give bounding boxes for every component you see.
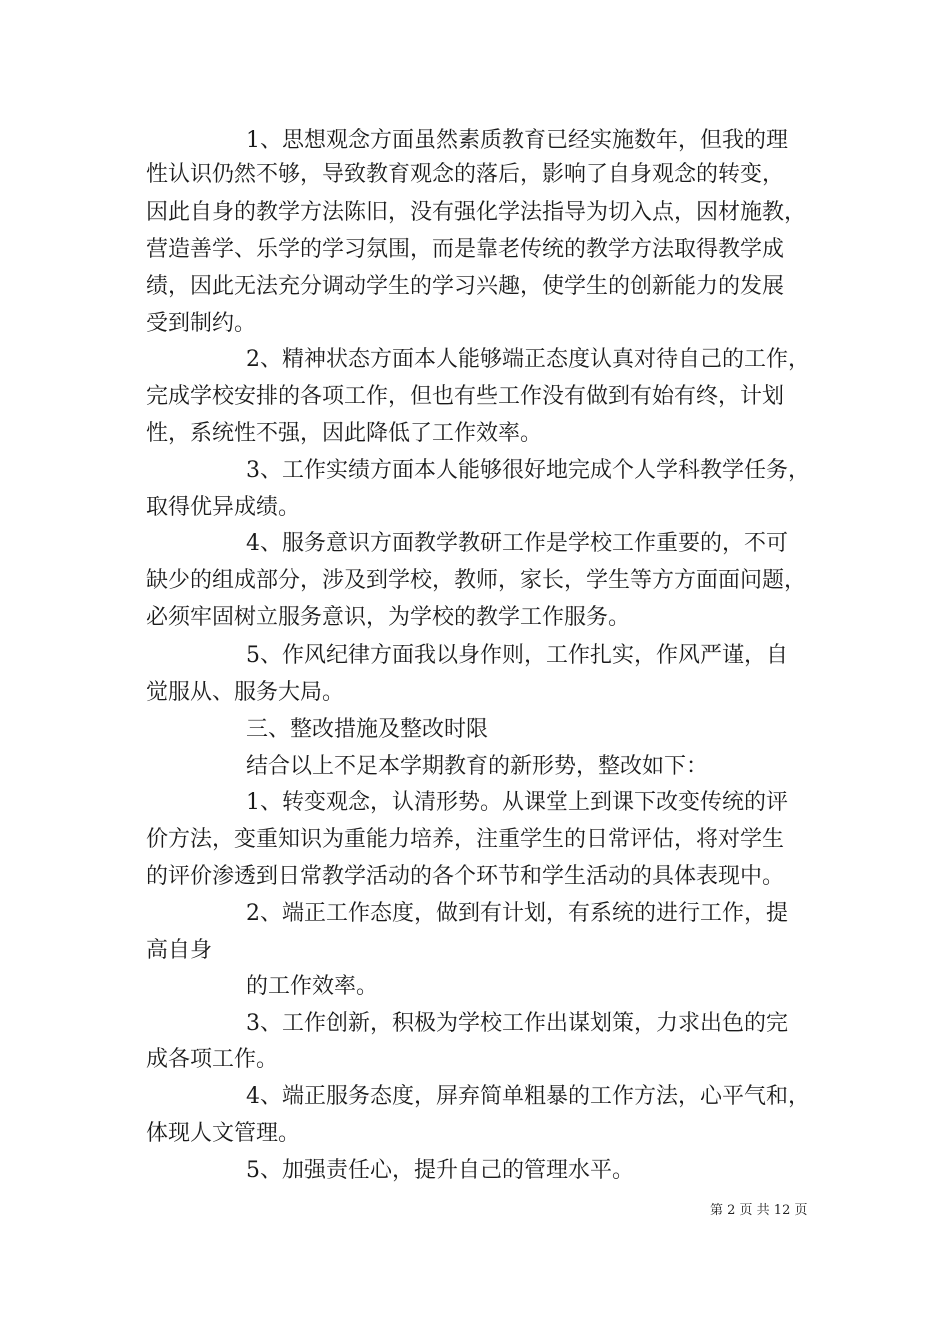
- text-line: 3、工作创新，积极为学校工作出谋划策，力求出色的完: [246, 1011, 788, 1036]
- text-line: 成各项工作。: [146, 1047, 279, 1072]
- text-line: 2、精神状态方面本人能够端正态度认真对待自己的工作，: [246, 347, 810, 372]
- text-line: 高自身: [146, 938, 213, 963]
- text-line: 5、加强责任心，提升自己的管理水平。: [246, 1158, 634, 1183]
- text-line: 完成学校安排的各项工作，但也有些工作没有做到有始有终，计划: [146, 384, 785, 409]
- text-line: 5、作风纪律方面我以身作则，工作扎实，作风严谨，自: [246, 643, 788, 668]
- text-line: 体现人文管理。: [146, 1121, 301, 1146]
- text-line: 绩，因此无法充分调动学生的学习兴趣，使学生的创新能力的发展: [146, 274, 785, 299]
- text-line: 受到制约。: [146, 311, 257, 336]
- section-heading: 三、整改措施及整改时限: [246, 717, 489, 742]
- text-line: 2、端正工作态度，做到有计划，有系统的进行工作，提: [246, 901, 788, 926]
- text-line: 价方法，变重知识为重能力培养，注重学生的日常评估，将对学生: [146, 827, 785, 852]
- text-line: 必须牢固树立服务意识，为学校的教学工作服务。: [146, 605, 631, 630]
- text-line: 3、工作实绩方面本人能够很好地完成个人学科教学任务，: [246, 458, 810, 483]
- text-line: 1、转变观念，认清形势。从课堂上到课下改变传统的评: [246, 790, 788, 815]
- text-line: 的工作效率。: [246, 974, 379, 999]
- page-number: 第 2 页 共 12 页: [710, 1203, 808, 1218]
- text-line: 营造善学、乐学的学习氛围，而是靠老传统的教学方法取得教学成: [146, 237, 785, 262]
- text-line: 缺少的组成部分，涉及到学校，教师，家长，学生等方方面面问题，: [146, 568, 807, 593]
- text-line: 觉服从、服务大局。: [146, 680, 345, 705]
- text-line: 4、服务意识方面教学教研工作是学校工作重要的，不可: [246, 531, 788, 556]
- text-line: 因此自身的教学方法陈旧，没有强化学法指导为切入点，因材施教，: [146, 200, 807, 225]
- text-line: 4、端正服务态度，屏弃简单粗暴的工作方法，心平气和，: [246, 1084, 810, 1109]
- text-line: 1、思想观念方面虽然素质教育已经实施数年，但我的理: [246, 128, 788, 153]
- text-line: 取得优异成绩。: [146, 495, 301, 520]
- text-line: 性，系统性不强，因此降低了工作效率。: [146, 421, 543, 446]
- text-line: 结合以上不足本学期教育的新形势，整改如下：: [246, 754, 709, 779]
- text-line: 的评价渗透到日常教学活动的各个环节和学生活动的具体表现中。: [146, 864, 785, 889]
- text-line: 性认识仍然不够，导致教育观念的落后，影响了自身观念的转变，: [146, 162, 785, 187]
